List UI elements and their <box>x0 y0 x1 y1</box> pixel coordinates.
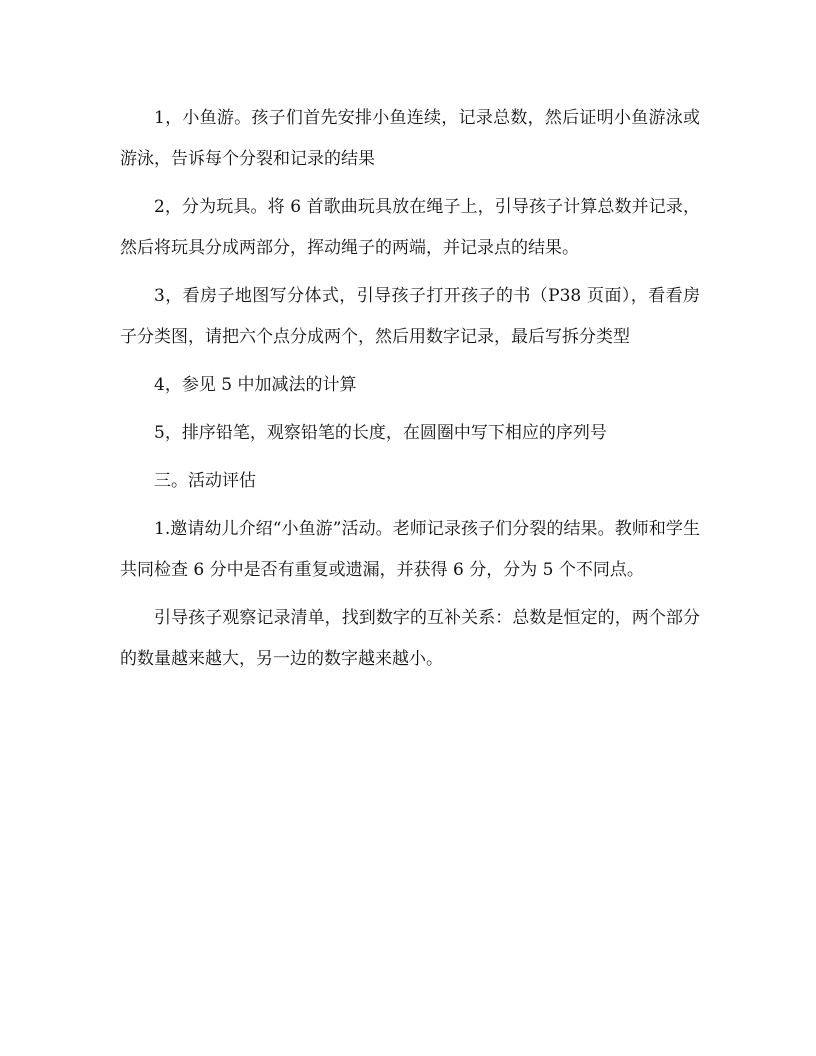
paragraph-evaluation-fish: 1.邀请幼儿介绍“小鱼游”活动。老师记录孩子们分裂的结果。教师和学生共同检查 6 分中是否有重复或遗漏，并获得 6 分，分为 5 个不同点。 <box>120 519 700 580</box>
paragraph-toys: 2，分为玩具。将 6 首歌曲玩具放在绳子上，引导孩子计算总数并记录，然后将玩具分成两部分，挥动绳子的两端，并记录点的结果。 <box>120 197 700 258</box>
paragraph-fish-swim: 1，小鱼游。孩子们首先安排小鱼连续，记录总数，然后证明小鱼游泳或游泳，告诉每个分裂和记录的结果 <box>120 108 700 169</box>
section-heading-evaluation: 三。活动评估 <box>154 471 256 491</box>
paragraph-house-map: 3，看房子地图写分体式，引导孩子打开孩子的书（P38 页面），看看房子分类图，请把六个点分成两个，然后用数字记录，最后写拆分类型 <box>120 286 700 347</box>
paragraph-pencils: 5，排序铅笔，观察铅笔的长度，在圆圈中写下相应的序列号 <box>154 423 607 443</box>
paragraph-complementary: 引导孩子观察记录清单，找到数字的互补关系：总数是恒定的，两个部分的数量越来越大，另一边的数字越来越小。 <box>120 608 700 669</box>
paragraph-add-subtract: 4，参见 5 中加减法的计算 <box>154 375 357 395</box>
document-body <box>120 98 700 687</box>
